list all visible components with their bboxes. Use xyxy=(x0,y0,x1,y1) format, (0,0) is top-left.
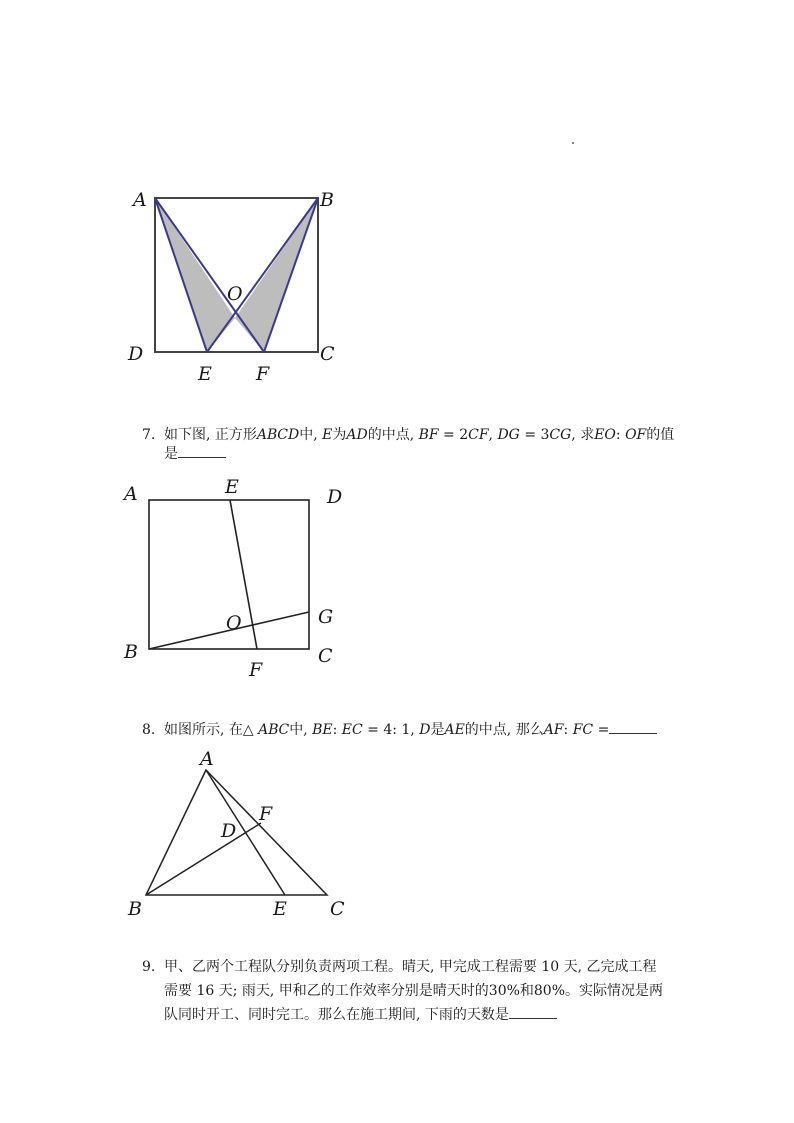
label-c: C xyxy=(318,645,333,667)
label-c: C xyxy=(320,343,335,365)
figure-square-shaded-triangles xyxy=(0,0,794,420)
label-f: F xyxy=(249,659,263,681)
question-7-line1: 如下图, 正方形𝐴𝐵𝐶𝐷中, 𝐸为𝐴𝐷的中点, 𝐵𝐹 = 2𝐶𝐹, 𝐷𝐺 = 3𝐶𝐺, 求𝐸𝑂: 𝑂𝐹的值 xyxy=(164,427,675,443)
question-9-number: 9. xyxy=(142,959,156,975)
question-8-number: 8. xyxy=(142,722,156,738)
label-c: C xyxy=(330,898,345,920)
label-b: B xyxy=(124,641,138,663)
label-b: B xyxy=(320,189,334,211)
label-e: E xyxy=(273,898,287,920)
answer-blank-9[interactable] xyxy=(509,1004,557,1019)
label-d: D xyxy=(327,486,343,508)
label-o: O xyxy=(227,283,243,305)
label-f: F xyxy=(259,803,273,825)
question-9-text-content: 甲、乙两个工程队分别负责两项工程。晴天, 甲完成工程需要 10 天, 乙完成工程需要 16 天; 雨天, 甲和乙的工作效率分别是晴天时的30%和80%。实际情况是两队同时开工、同时完工。那么在施工期间, 下雨的天数是 xyxy=(164,959,664,1023)
label-o: O xyxy=(226,612,242,634)
figure-q8-triangle xyxy=(0,745,794,945)
label-d: D xyxy=(221,820,237,842)
label-a: A xyxy=(124,483,138,505)
label-b: B xyxy=(128,898,142,920)
figure-q7-square xyxy=(0,470,794,710)
question-7-line2 xyxy=(164,442,226,466)
label-e: E xyxy=(198,363,212,385)
label-a: A xyxy=(133,189,147,211)
answer-blank-8[interactable] xyxy=(609,719,657,734)
triangle-abc xyxy=(146,770,327,895)
question-9-text xyxy=(164,955,664,1027)
question-8-text xyxy=(164,718,657,742)
answer-blank-7[interactable] xyxy=(178,443,226,458)
label-g: G xyxy=(318,606,334,628)
question-7-line2-text: 是 xyxy=(164,446,178,462)
square-outline xyxy=(155,198,318,352)
label-f: F xyxy=(256,363,270,385)
question-7-number: 7. xyxy=(142,427,156,443)
label-a: A xyxy=(200,748,214,770)
question-8-text-content: 如图所示, 在△ 𝐴𝐵𝐶中, 𝐵𝐸: 𝐸𝐶 = 4: 1, 𝐷是𝐴𝐸的中点, 那么𝐴𝐹: 𝐹𝐶 = xyxy=(164,722,610,738)
label-d: D xyxy=(128,343,144,365)
label-e: E xyxy=(225,476,239,498)
